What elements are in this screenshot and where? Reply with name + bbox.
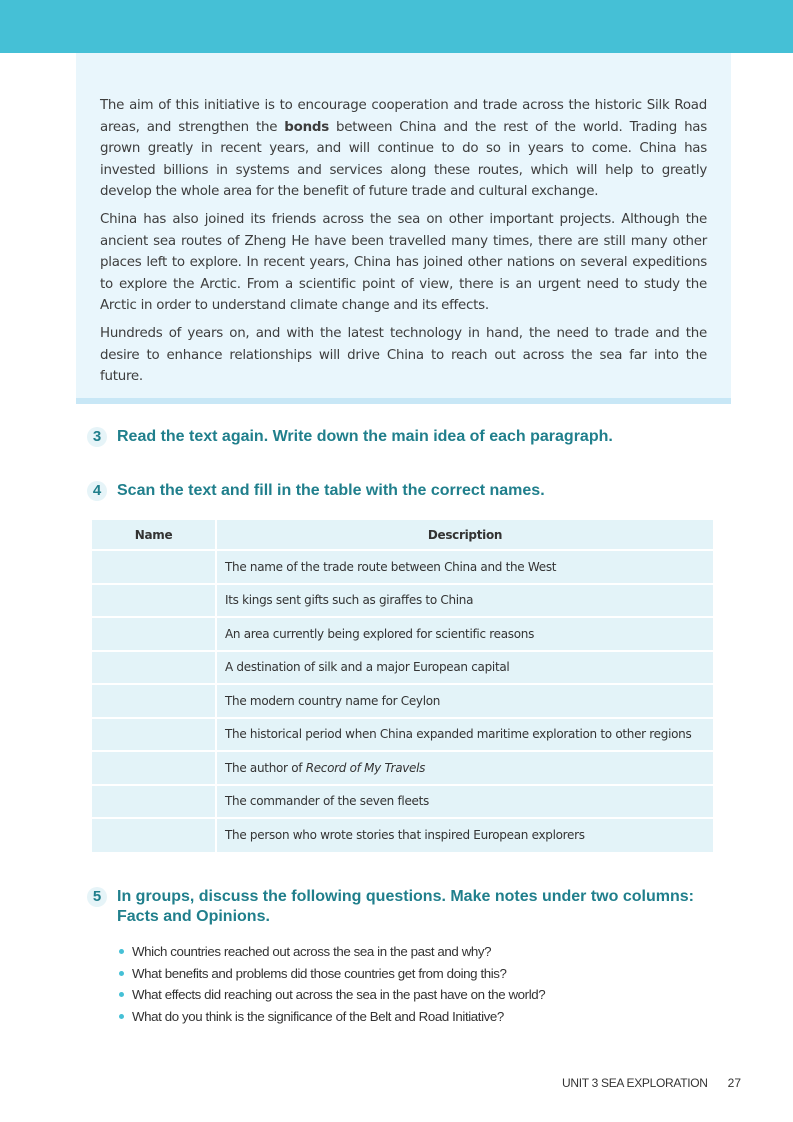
bullet-icon <box>119 949 124 954</box>
description-cell: Its kings sent gifts such as giraffes to China <box>216 584 713 618</box>
table-row <box>92 617 713 651</box>
paragraph-1: The aim of this initiative is to encourage cooperation and trade across the historic Silk Road areas, and strengthen the bonds between China and the rest of the world. Trading has grown greatly in recent years, and will continue to do so in years to come. China has invested billions in systems and services along these routes, which will help to greatly develop the whole area for the benefit of future trade and cultural exchange. <box>100 98 707 200</box>
name-cell[interactable] <box>92 550 216 584</box>
keyword-bonds: bonds <box>284 119 329 135</box>
column-header-description: Description <box>216 520 713 550</box>
unit-title: UNIT 3 SEA EXPLORATION <box>562 1076 708 1090</box>
paragraph-3: Hundreds of years on, and with the latest technology in hand, the need to trade and the desire to enhance relationships will drive China to reach out across the sea far into the future. <box>100 325 707 385</box>
discussion-questions <box>119 941 545 1027</box>
name-cell[interactable] <box>92 785 216 819</box>
name-cell[interactable] <box>92 684 216 718</box>
description-cell: The modern country name for Ceylon <box>216 684 713 718</box>
name-cell[interactable] <box>92 818 216 852</box>
task-number-badge: 5 <box>87 887 107 907</box>
task-number-badge: 3 <box>87 427 107 447</box>
table-row <box>92 785 713 819</box>
table-row <box>92 818 713 852</box>
name-cell[interactable] <box>92 718 216 752</box>
page-number: 27 <box>727 1076 742 1090</box>
task-5 <box>87 887 707 927</box>
bullet-icon <box>119 971 124 976</box>
list-item: What do you think is the significance of the Belt and Road Initiative? <box>119 1006 545 1028</box>
page-footer <box>562 1076 741 1090</box>
table-row <box>92 751 713 785</box>
names-table <box>92 520 713 852</box>
task-number-badge: 4 <box>87 481 107 501</box>
book-title: Record of My Travels <box>305 760 426 775</box>
name-cell[interactable] <box>92 751 216 785</box>
task-instruction: In groups, discuss the following questions. Make notes under two columns: Facts and Opinions. <box>117 888 694 925</box>
name-cell[interactable] <box>92 651 216 685</box>
task-3 <box>87 427 613 447</box>
name-cell[interactable] <box>92 584 216 618</box>
table-row <box>92 584 713 618</box>
column-header-name: Name <box>92 520 216 550</box>
list-item: What benefits and problems did those countries get from doing this? <box>119 963 545 985</box>
description-cell: A destination of silk and a major European capital <box>216 651 713 685</box>
table-row <box>92 684 713 718</box>
table-row <box>92 550 713 584</box>
bullet-icon <box>119 992 124 997</box>
list-item: What effects did reaching out across the sea in the past have on the world? <box>119 984 545 1006</box>
table-row <box>92 651 713 685</box>
table-row <box>92 718 713 752</box>
name-cell[interactable] <box>92 617 216 651</box>
header-band <box>0 0 793 53</box>
description-cell: An area currently being explored for scientific reasons <box>216 617 713 651</box>
task-instruction: Scan the text and fill in the table with the correct names. <box>117 482 545 499</box>
description-cell: The person who wrote stories that inspired European explorers <box>216 818 713 852</box>
bullet-icon <box>119 1014 124 1019</box>
task-instruction: Read the text again. Write down the main idea of each paragraph. <box>117 428 613 445</box>
description-cell: The commander of the seven fleets <box>216 785 713 819</box>
description-cell: The author of Record of My Travels <box>216 751 713 785</box>
description-cell: The name of the trade route between China and the West <box>216 550 713 584</box>
table-header-row <box>92 520 713 550</box>
list-item: Which countries reached out across the sea in the past and why? <box>119 941 545 963</box>
description-cell: The historical period when China expanded maritime exploration to other regions <box>216 718 713 752</box>
reading-passage <box>76 53 731 404</box>
paragraph-2: China has also joined its friends across the sea on other important projects. Although the ancient sea routes of Zheng He have been travelled many times, there are still many other places left to explore. In recent years, China has joined other nations on several expeditions to explore the Arctic. From a scientific point of view, there is an urgent need to study the Arctic in order to understand climate change and its effects. <box>100 211 707 314</box>
task-4 <box>87 481 545 501</box>
